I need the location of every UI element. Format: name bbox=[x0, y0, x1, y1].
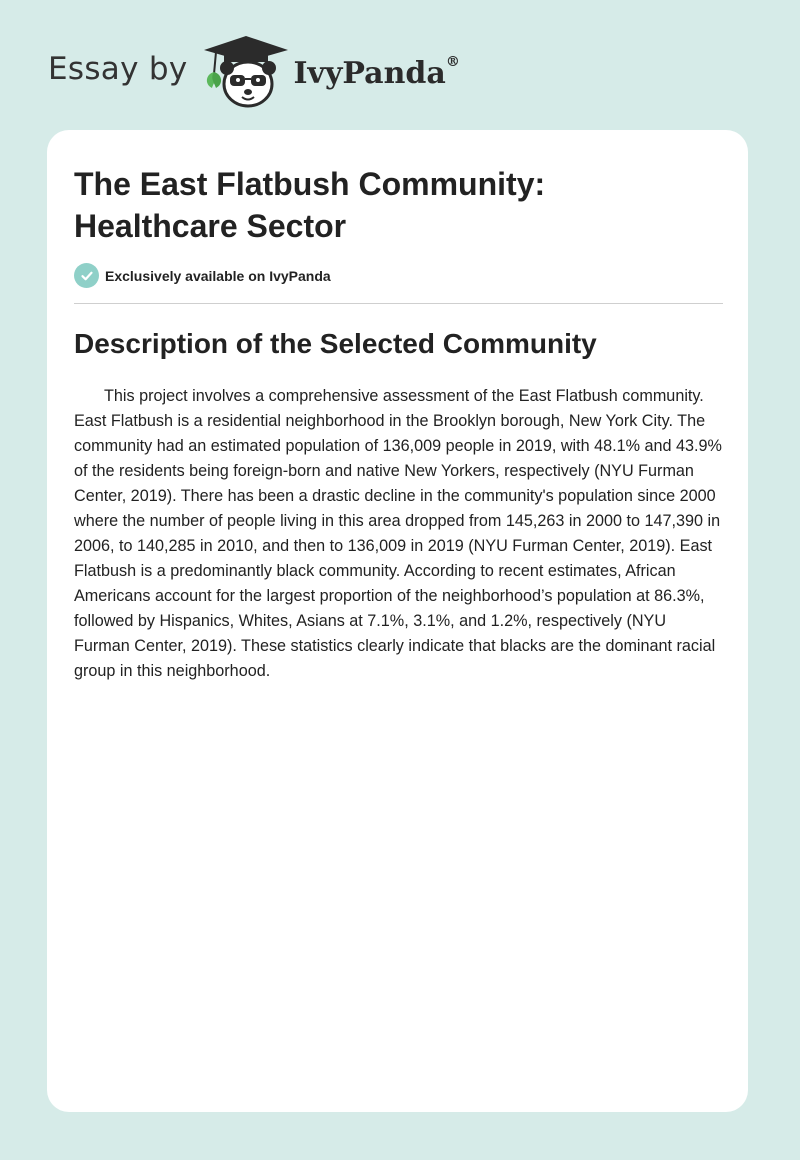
section-heading: Description of the Selected Community bbox=[74, 328, 597, 359]
panda-graduate-icon[interactable] bbox=[202, 34, 290, 110]
check-icon bbox=[74, 263, 99, 288]
divider bbox=[74, 303, 723, 304]
page-title: The East Flatbush Community: Healthcare Sector bbox=[74, 166, 546, 244]
brand-logo-text[interactable]: IvyPanda® bbox=[293, 53, 460, 91]
exclusive-badge-text: Exclusively available on IvyPanda bbox=[105, 267, 331, 284]
registered-mark: ® bbox=[445, 53, 460, 70]
essay-by-label: Essay by bbox=[48, 51, 188, 87]
exclusive-badge bbox=[74, 263, 331, 288]
site-header bbox=[48, 34, 460, 110]
body-paragraph: This project involves a comprehensive assessment of the East Flatbush community. East Flatbush is a residential neighborhood in the Brooklyn borough, New York City. The community had an estimated population of 136,009 people in 2019, with 48.1% and 43.9% of the residents being foreign-born and native New Yorkers, respectively (NYU Furman Center, 2019). There has been a drastic decline in the community's population since 2000 where the number of people living in this area dropped from 145,263 in 2000 to 147,390 in 2006, to 140,285 in 2010, and then to 136,009 in 2019 (NYU Furman Center, 2019). East Flatbush is a predominantly black community. According to recent estimates, African Americans account for the largest proportion of the neighborhood’s population at 86.3%, followed by Hispanics, Whites, Asians at 7.1%, 3.1%, and 1.2%, respectively (NYU Furman Center, 2019). These statistics clearly indicate that blacks are the dominant racial group in this neighborhood. bbox=[74, 387, 722, 680]
document-card bbox=[47, 130, 748, 1112]
